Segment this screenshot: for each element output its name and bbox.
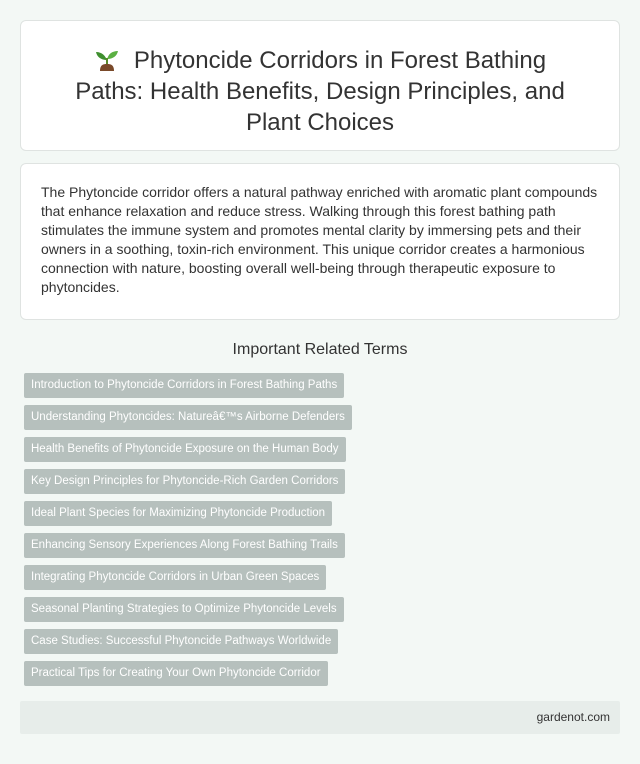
footer-site-link[interactable]: gardenot.com [536, 710, 610, 724]
page-title [61, 45, 579, 138]
related-term-tag[interactable]: Enhancing Sensory Experiences Along Forest Bathing Trails [24, 533, 345, 558]
related-term-tag[interactable]: Seasonal Planting Strategies to Optimize Phytoncide Levels [24, 597, 344, 622]
footer [20, 701, 620, 734]
summary-text: The Phytoncide corridor offers a natural pathway enriched with aromatic plant compounds that enhance relaxation and reduce stress. Walking through this forest bathing path stimulates the immune system and promotes mental clarity by immersing pets and their owners in a soothing, toxin-rich environment. This unique corridor creates a harmonious connection with nature, boosting overall well-being through therapeutic exposure to phytoncides. [41, 184, 598, 295]
related-terms-heading: Important Related Terms [232, 341, 408, 358]
related-term-tag[interactable]: Case Studies: Successful Phytoncide Pathways Worldwide [24, 629, 338, 654]
related-term-tag[interactable]: Ideal Plant Species for Maximizing Phytoncide Production [24, 501, 332, 526]
sprout-icon [94, 47, 120, 71]
related-term-tag[interactable]: Integrating Phytoncide Corridors in Urban Green Spaces [24, 565, 326, 590]
page-title-text: Phytoncide Corridors in Forest Bathing Paths: Health Benefits, Design Principles, and Plant Choices [75, 47, 565, 136]
title-card [20, 20, 620, 151]
related-term-tag[interactable]: Introduction to Phytoncide Corridors in Forest Bathing Paths [24, 373, 344, 398]
related-term-tag[interactable]: Health Benefits of Phytoncide Exposure on the Human Body [24, 437, 346, 462]
related-terms-list [24, 373, 352, 693]
related-term-tag[interactable]: Practical Tips for Creating Your Own Phytoncide Corridor [24, 661, 328, 686]
related-term-tag[interactable]: Key Design Principles for Phytoncide-Rich Garden Corridors [24, 469, 345, 494]
related-term-tag[interactable]: Understanding Phytoncides: Natureâ€™s Airborne Defenders [24, 405, 352, 430]
summary-card [20, 163, 620, 320]
